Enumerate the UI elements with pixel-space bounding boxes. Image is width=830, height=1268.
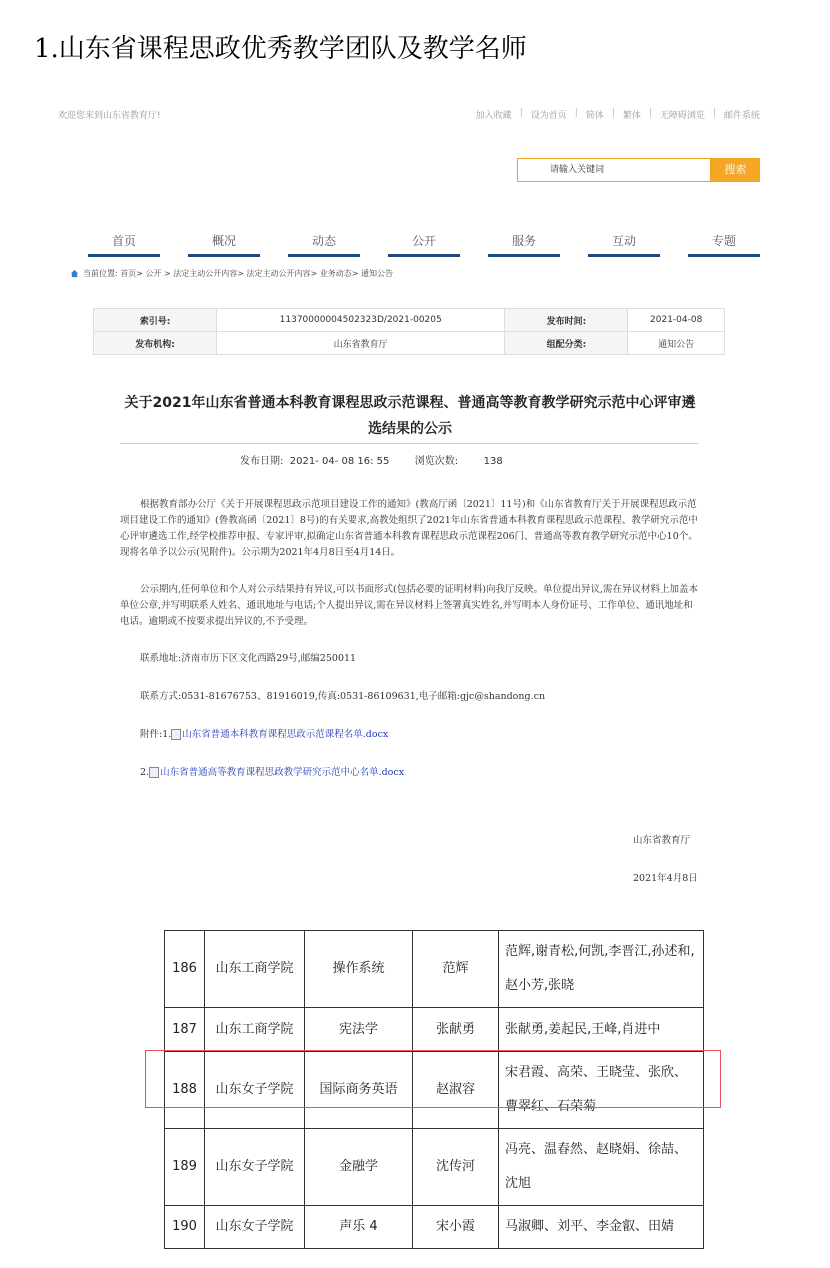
row-school: 山东女子学院 <box>205 1129 305 1206</box>
nav-news[interactable]: 动态 <box>288 232 360 257</box>
attachment-1-link[interactable]: 山东省普通本科教育课程思政示范课程名单.docx <box>182 729 389 740</box>
row-course: 宪法学 <box>305 1008 413 1052</box>
index-value: 11370000004502323D/2021-00205 <box>217 309 505 332</box>
row-course: 国际商务英语 <box>305 1052 413 1129</box>
date-label: 发布时间: <box>505 309 628 332</box>
row-members: 宋君霞、高荣、王晓莹、张欣、曹翠红、石荣菊 <box>499 1052 704 1129</box>
table-row <box>165 1206 704 1249</box>
row-members: 范辉,谢青松,何凯,李晋江,孙述和,赵小芳,张晓 <box>499 931 704 1008</box>
row-members: 冯亮、温春然、赵晓娟、徐喆、沈旭 <box>499 1129 704 1206</box>
top-link-traditional[interactable]: 繁体 <box>622 111 641 121</box>
paragraph-1: 根据教育部办公厅《关于开展课程思政示范项目建设工作的通知》(教高厅函〔2021〕11号)和《山东省教育厅关于开展课程思政示范项目建设工作的通知》(鲁教高函〔2021〕8号)的有关要求,高教处组织了2021年山东省普通本科教育课程思政示范课程、教学研究示范中心评审遴选工作,经学校推荐申报、专家评审,拟确定山东省普通本科教育课程思政示范课程206门、普通高等教育教学研究示范中心10个。现将名单予以公示(见附件)。公示期为2021年4月8日至4月14日。 <box>120 499 698 558</box>
signature-org: 山东省教育厅 <box>633 835 691 846</box>
row-school: 山东工商学院 <box>205 931 305 1008</box>
nav-interact[interactable]: 互动 <box>588 232 660 257</box>
row-no: 186 <box>165 931 205 1008</box>
row-leader: 赵淑容 <box>413 1052 499 1129</box>
meta-table <box>93 308 725 355</box>
nav-service[interactable]: 服务 <box>488 232 560 257</box>
category-label: 组配分类: <box>505 332 628 355</box>
highlight-box <box>145 1050 721 1108</box>
docx-file-icon <box>149 767 159 778</box>
row-no: 190 <box>165 1206 205 1249</box>
signature-date: 2021年4月8日 <box>633 873 698 884</box>
address-text: 联系地址:济南市历下区文化西路29号,邮编250011 <box>140 653 357 664</box>
table-row <box>165 1129 704 1206</box>
org-value: 山东省教育厅 <box>217 332 505 355</box>
row-leader: 沈传河 <box>413 1129 499 1206</box>
search-button[interactable]: 搜索 <box>711 158 760 182</box>
table-row <box>165 931 704 1008</box>
publish-info: 发布日期: 2021- 04- 08 16: 55 浏览次数: 138 <box>240 456 503 467</box>
index-label: 索引号: <box>94 309 217 332</box>
search-input[interactable]: 请输入关键词 <box>517 158 711 182</box>
nav-topics[interactable]: 专题 <box>688 232 760 257</box>
attachment-prefix: 附件:1. <box>140 729 172 740</box>
article-title: 关于2021年山东省普通本科教育课程思政示范课程、普通高等教育教学研究示范中心评审遴选结果的公示 <box>124 395 696 437</box>
home-icon <box>70 269 79 278</box>
row-school: 山东女子学院 <box>205 1052 305 1129</box>
row-leader: 范辉 <box>413 931 499 1008</box>
row-no: 188 <box>165 1052 205 1129</box>
top-links: 加入收藏 | 设为首页 | 简体 | 繁体 | 无障碍浏览 | 邮件系统 <box>475 108 760 121</box>
breadcrumb <box>70 268 393 279</box>
row-course: 金融学 <box>305 1129 413 1206</box>
top-link-simplified[interactable]: 简体 <box>585 111 604 121</box>
top-link-favorite[interactable]: 加入收藏 <box>475 111 512 121</box>
row-course: 操作系统 <box>305 931 413 1008</box>
attachment-2-link[interactable]: 山东省普通高等教育课程思政教学研究示范中心名单.docx <box>160 767 405 778</box>
date-value: 2021-04-08 <box>628 309 725 332</box>
row-members: 马淑卿、刘平、李金叡、田婧 <box>499 1206 704 1249</box>
nav-home[interactable]: 首页 <box>88 232 160 257</box>
row-members: 张献勇,姜起民,王峰,肖进中 <box>499 1008 704 1052</box>
table-row <box>165 1008 704 1052</box>
row-no: 187 <box>165 1008 205 1052</box>
top-link-homepage[interactable]: 设为首页 <box>530 111 567 121</box>
paragraph-2: 公示期内,任何单位和个人对公示结果持有异议,可以书面形式(包括必要的证明材料)向我厅反映。单位提出异议,需在异议材料上加盖本单位公章,并写明联系人姓名、通讯地址与电话;个人提出异议,需在异议材料上签署真实姓名,并写明本人身份证号、工作单位、通讯地址和电话。逾期或不按要求提出异议的,不予受理。 <box>120 584 698 627</box>
org-label: 发布机构: <box>94 332 217 355</box>
row-school: 山东女子学院 <box>205 1206 305 1249</box>
nav-public[interactable]: 公开 <box>388 232 460 257</box>
nav-overview[interactable]: 概况 <box>188 232 260 257</box>
attachment-1 <box>120 727 698 743</box>
row-leader: 张献勇 <box>413 1008 499 1052</box>
docx-file-icon <box>171 729 181 740</box>
title-divider <box>120 443 698 444</box>
row-course: 声乐 4 <box>305 1206 413 1249</box>
attachment-2 <box>120 765 698 781</box>
breadcrumb-text[interactable]: 当前位置: 首页> 公开 > 法定主动公开内容> 法定主动公开内容> 业务动态> 通知公告 <box>83 269 394 278</box>
main-nav <box>88 232 760 258</box>
row-leader: 宋小霞 <box>413 1206 499 1249</box>
category-value: 通知公告 <box>628 332 725 355</box>
contact-text: 联系方式:0531-81676753、81916019,传真:0531-86109631,电子邮箱:gjc@shandong.cn <box>140 691 546 702</box>
row-school: 山东工商学院 <box>205 1008 305 1052</box>
top-link-accessibility[interactable]: 无障碍浏览 <box>659 111 705 121</box>
welcome-text: 欢迎您来到山东省教育厅! <box>58 111 161 121</box>
row-no: 189 <box>165 1129 205 1206</box>
top-link-mail[interactable]: 邮件系统 <box>723 111 760 121</box>
document-heading: 1.山东省课程思政优秀教学团队及教学名师 <box>34 34 527 64</box>
attachment-2-prefix: 2. <box>140 767 150 778</box>
